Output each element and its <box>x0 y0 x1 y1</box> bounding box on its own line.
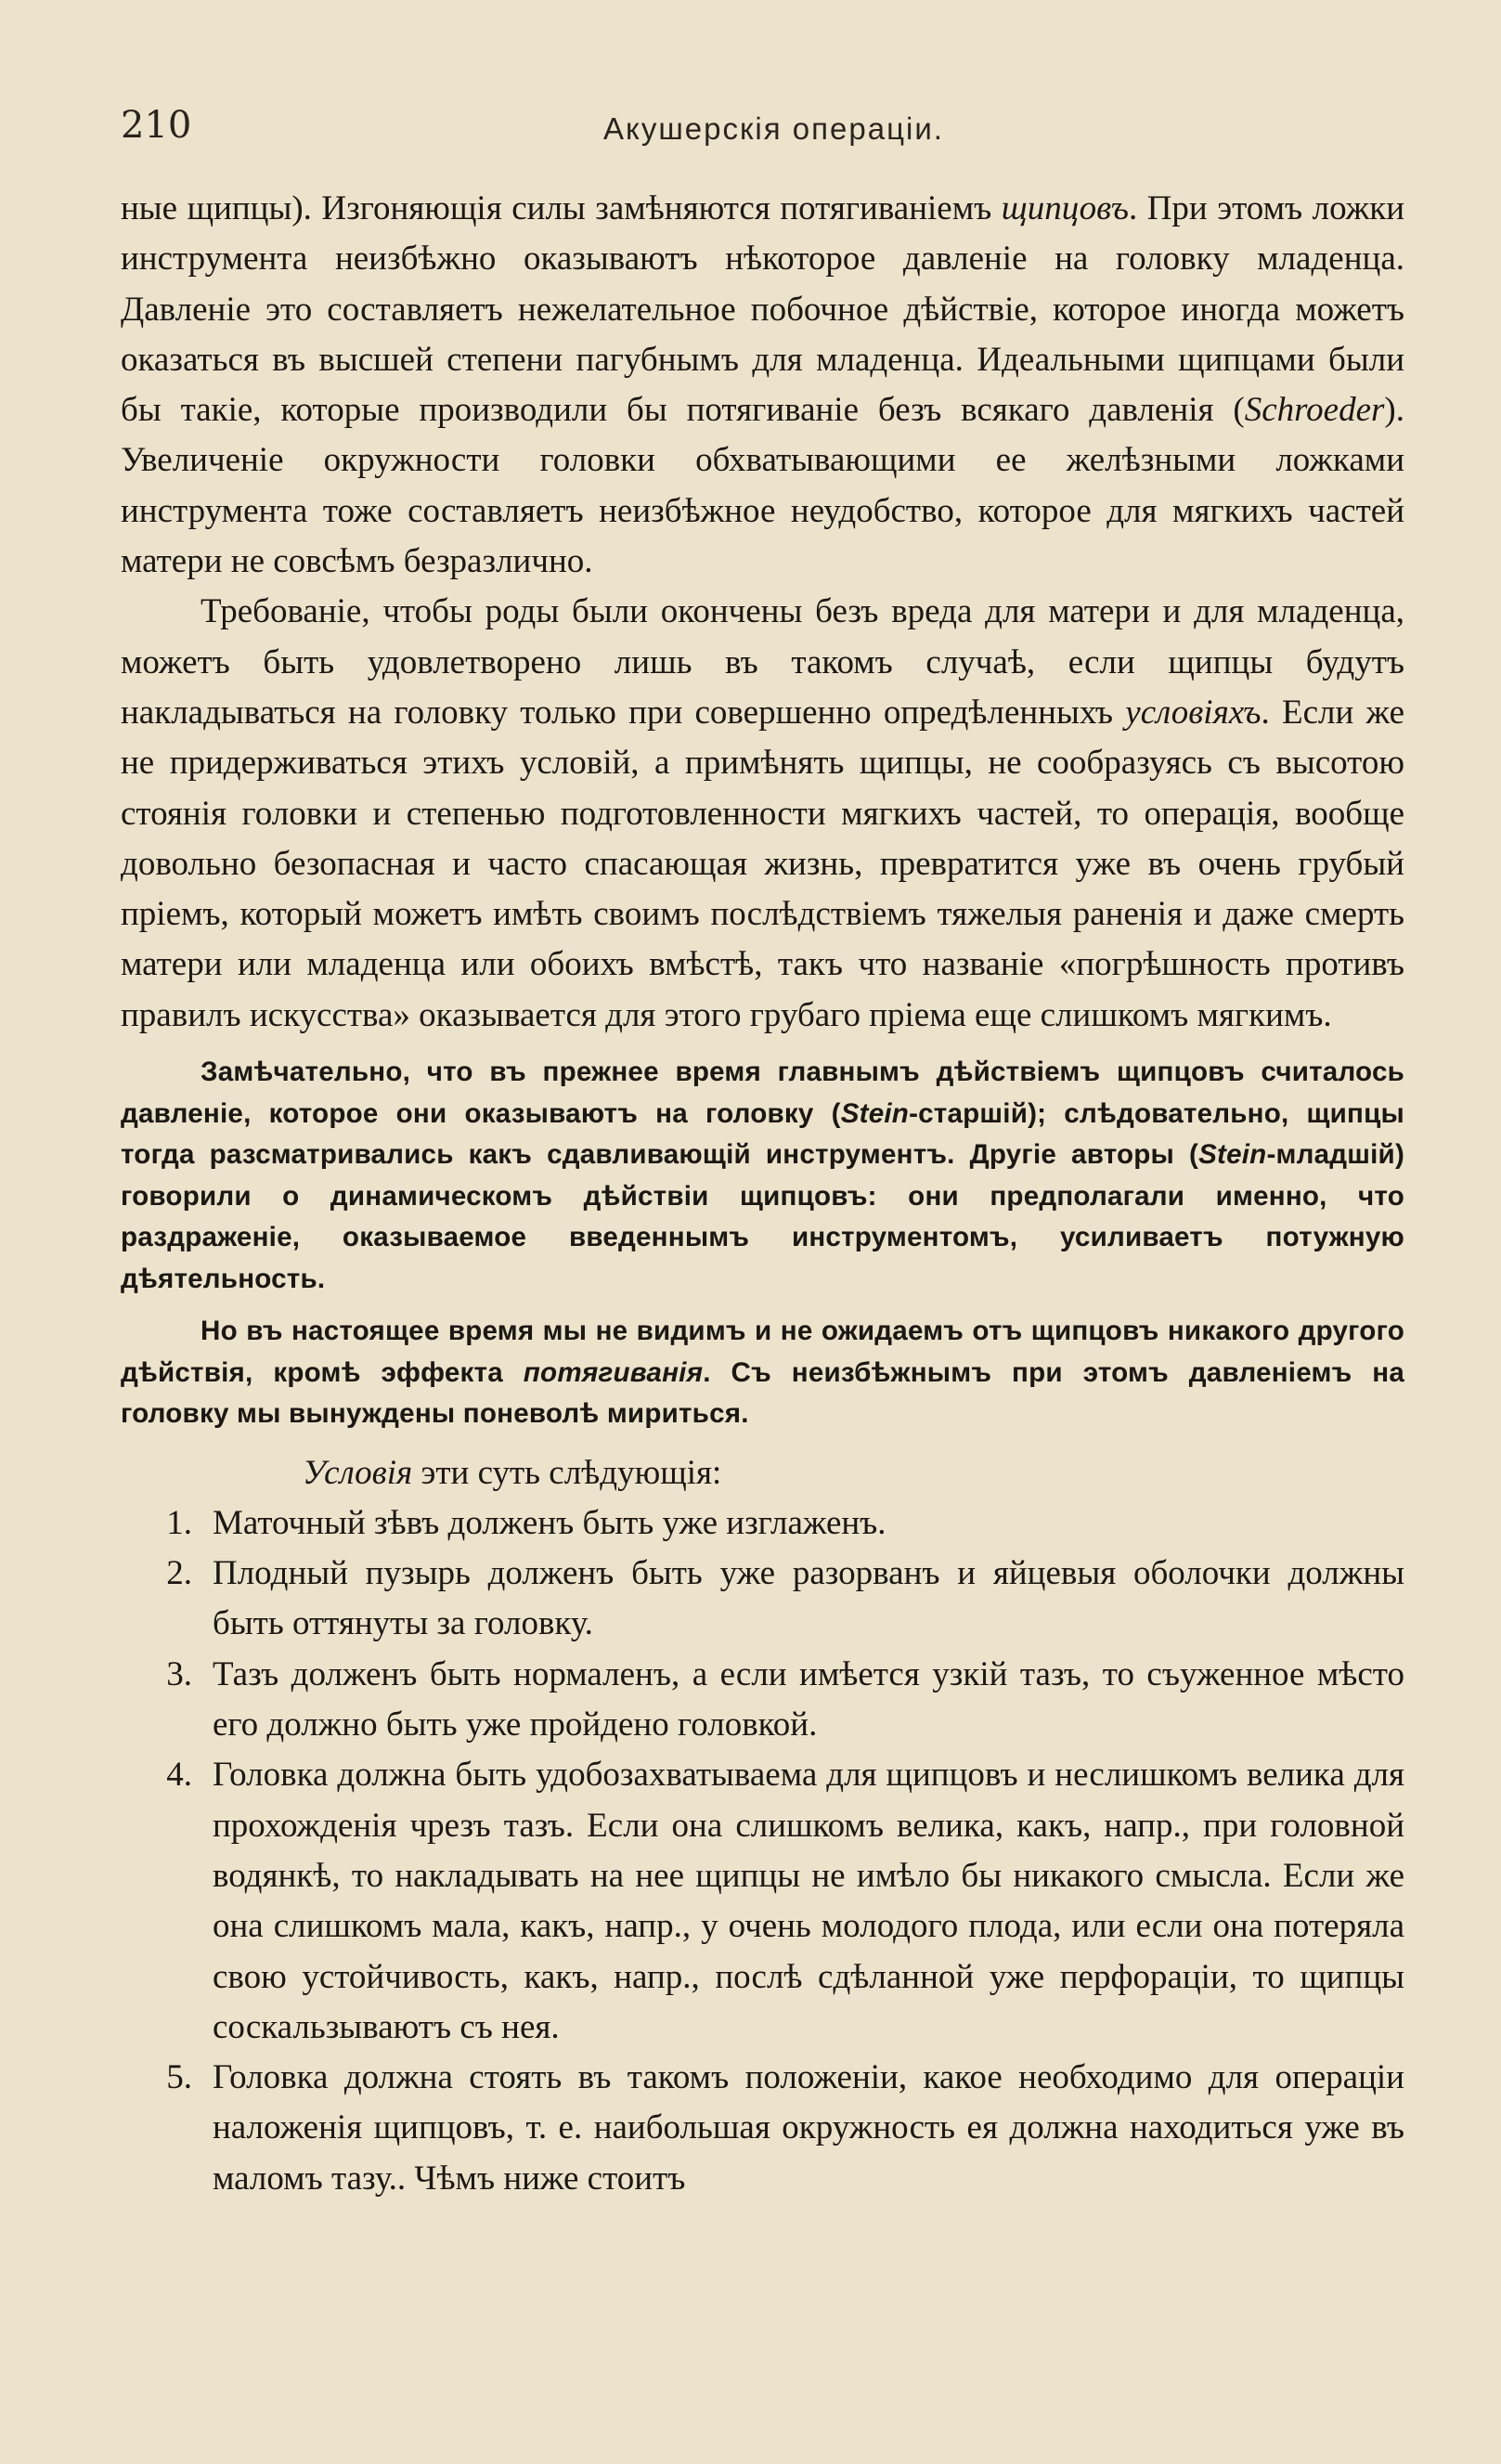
italic-term: Schroeder <box>1244 391 1385 430</box>
running-title: Акушерскія операціи. <box>603 111 944 146</box>
conditions-intro <box>121 1448 1404 1498</box>
condition-text: Плодный пузырь долженъ быть уже разорванъ и яйцевыя оболочки должны быть оттянуты за головку. <box>213 1554 1404 1643</box>
condition-number: 2. <box>166 1554 192 1593</box>
condition-text: Головка должна быть удобозахватываема для щипцовъ и неслишкомъ велика для прохожденія чрезъ тазъ. Если она слишкомъ велика, какъ, напр., при головной водянкѣ, то накладывать на нее щипцы не имѣло бы никакого смысла. Если же она слишкомъ мала, какъ, напр., у очень молодого плода, или если она потеряла свою устойчивость, какъ, напр., послѣ сдѣланной уже перфораціи, то щипцы соскальзываютъ съ нея. <box>213 1756 1404 2046</box>
paragraph-requirements <box>121 587 1404 1041</box>
italic-term: Stein <box>1198 1139 1267 1171</box>
text-run: . При этомъ ложки инструмента неизбѣжно оказываютъ нѣкоторое давленіе на головку младенца. Давленіе это составляетъ нежелательное побочное дѣйствіе, которое иногда можетъ оказаться въ высшей степени пагубнымъ для младенца. Идеальными щипцами были бы такіе, которые производили бы потягиваніе безъ всякаго давленія ( <box>121 189 1404 430</box>
condition-number: 3. <box>166 1654 192 1693</box>
body-text <box>121 184 1404 2204</box>
condition-number: 4. <box>166 1756 192 1795</box>
note-current-view <box>121 1311 1404 1435</box>
page-header <box>121 104 1411 160</box>
condition-item <box>121 1549 1404 1650</box>
text-run: ). Увеличеніе окружности головки обхватывающими ее желѣзными ложками инструмента тоже составляетъ неизбѣжное неудобство, которое для мягкихъ частей матери не совсѣмъ безразлично. <box>121 391 1404 581</box>
text-run: Замѣчательно, что въ прежнее время главнымъ дѣйствіемъ щипцовъ считалось давленіе, которое они оказываютъ на головку ( <box>121 1057 1404 1129</box>
text-run: эти суть слѣдующія: <box>412 1453 722 1492</box>
italic-term: Условія <box>303 1453 413 1492</box>
text-run: -младшій) говорили о динамическомъ дѣйствіи щипцовъ: они предполагали именно, что раздраженіе, оказываемое введеннымъ инструментомъ, усиливаетъ потужную дѣятельность. <box>121 1139 1404 1294</box>
condition-item <box>121 1750 1404 2053</box>
page-number: 210 <box>121 104 192 147</box>
condition-item <box>121 1498 1404 1549</box>
text-run: ные щипцы). Изгоняющія силы замѣняются потягиваніемъ <box>121 189 1002 227</box>
condition-number: 5. <box>166 2058 192 2097</box>
italic-term: потягиванія <box>523 1356 704 1388</box>
text-run: Но въ настоящее время мы не видимъ и не ожидаемъ отъ щипцовъ никакого другого дѣйствія, кромѣ эффекта <box>121 1316 1404 1388</box>
condition-text: Маточный зѣвъ долженъ быть уже изглаженъ. <box>213 1503 886 1542</box>
conditions-list <box>121 1498 1404 2204</box>
italic-term: щипцовъ <box>1001 189 1129 227</box>
paragraph-forceps-effect <box>121 184 1404 587</box>
text-run: -старшій); слѣдовательно, щипцы тогда разсматривались какъ сдавливающій инструментъ. Другіе авторы ( <box>121 1097 1404 1171</box>
condition-number: 1. <box>166 1503 192 1542</box>
condition-text: Головка должна стоять въ такомъ положеніи, какое необходимо для операціи наложенія щипцовъ, т. е. наибольшая окружность ея должна находиться уже въ маломъ тазу.. Чѣмъ ниже стоитъ <box>213 2058 1404 2198</box>
text-run: . Если же не придерживаться этихъ условій, а примѣнять щипцы, не сообразуясь съ высотою стоянія головки и степенью подготовленности мягкихъ частей, то операція, вообще довольно безопасная и часто спасающая жизнь, превратится уже въ очень грубый пріемъ, который можетъ имѣть своимъ послѣдствіемъ тяжелыя раненія и даже смерть матери или младенца или обоихъ вмѣстѣ, такъ что названіе «погрѣшность противъ правилъ искусства» оказывается для этого грубаго пріема еще слишкомъ мягкимъ. <box>121 693 1404 1034</box>
text-run: . Съ неизбѣжнымъ при этомъ давленіемъ на головку мы вынуждены поневолѣ мириться. <box>121 1356 1404 1430</box>
condition-text: Тазъ долженъ быть нормаленъ, а если имѣется узкій тазъ, то съуженное мѣсто его должно быть уже пройдено головкой. <box>213 1654 1404 1744</box>
condition-item <box>121 1650 1404 1751</box>
italic-term: условіяхъ <box>1125 693 1262 732</box>
condition-item <box>121 2053 1404 2204</box>
text-run: Требованіе, чтобы роды были окончены безъ вреда для матери и для младенца, можетъ быть удовлетворено лишь въ такомъ случаѣ, если щипцы будутъ накладываться на головку только при совершенно опредѣленныхъ <box>121 592 1404 732</box>
italic-term: Stein <box>840 1097 910 1129</box>
note-historical-views <box>121 1052 1404 1300</box>
